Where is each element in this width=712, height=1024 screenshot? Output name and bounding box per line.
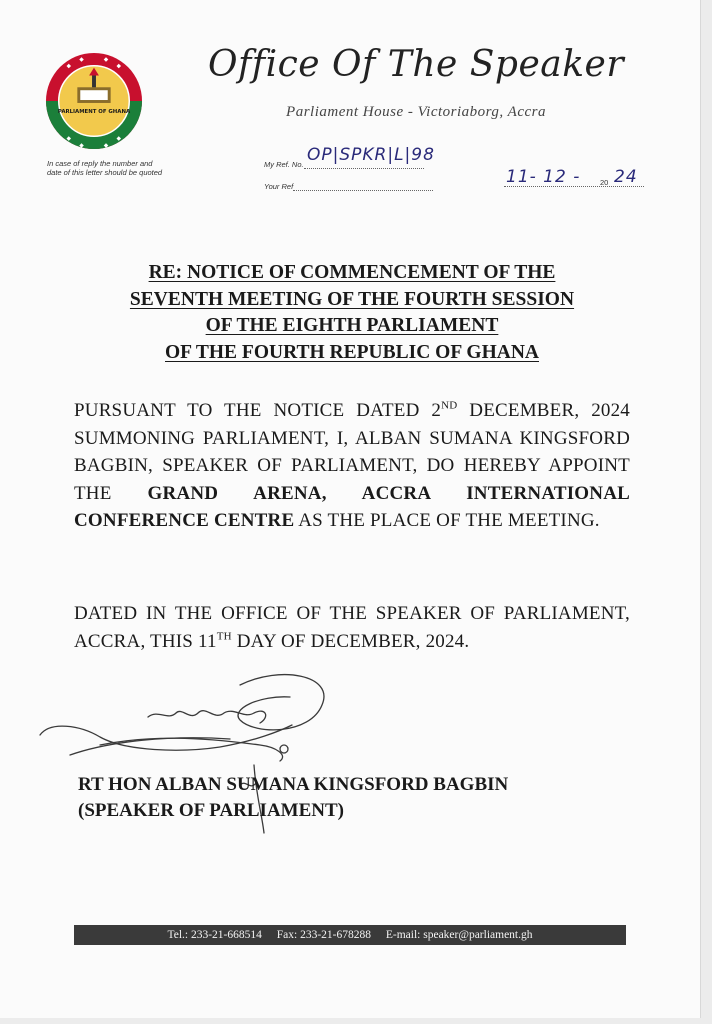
heading-line-1: RE: NOTICE OF COMMENCEMENT OF THE bbox=[148, 262, 556, 283]
my-ref-label: My Ref. No. bbox=[264, 160, 304, 169]
my-ref-value: OP|SPKR|L|98 bbox=[307, 145, 435, 165]
heading-line-3: OF THE EIGHTH PARLIAMENT bbox=[205, 315, 499, 336]
parliament-logo bbox=[45, 52, 143, 150]
footer-tel: Tel.: 233-21-668514 bbox=[167, 929, 262, 941]
signatory-title: (SPEAKER OF PARLIAMENT) bbox=[78, 800, 344, 821]
signatory-name: RT HON ALBAN SUMANA KINGSFORD BAGBIN bbox=[78, 774, 509, 795]
svg-text:◆: ◆ bbox=[116, 63, 122, 70]
svg-text:◆: ◆ bbox=[103, 56, 109, 63]
svg-text:◆: ◆ bbox=[79, 143, 84, 150]
svg-text:◆: ◆ bbox=[79, 56, 84, 63]
footer-fax: Fax: 233-21-678288 bbox=[276, 929, 371, 941]
para1-superscript: ND bbox=[441, 399, 458, 412]
date-dotted-line bbox=[504, 186, 644, 187]
appointment-paragraph bbox=[74, 397, 630, 535]
reply-note: In case of reply the number and date of this letter should be quoted bbox=[47, 159, 163, 177]
svg-text:◆: ◆ bbox=[103, 143, 109, 150]
para1-text-b: DECEMBER, 2024 SUMMONING PARLIAMENT, I, ALBAN SUMANA KINGSFORD BAGBIN, SPEAKER OF PARLIAMENT, DO HEREBY APPOINT THE bbox=[74, 400, 631, 504]
letter-date: 11- 12 - bbox=[506, 167, 581, 187]
svg-text:◆: ◆ bbox=[66, 136, 72, 143]
logo-emblem-text: PARLIAMENT OF GHANA bbox=[57, 108, 131, 115]
heading-line-2: SEVENTH MEETING OF THE FOURTH SESSION bbox=[129, 288, 575, 310]
venue-name: GRAND ARENA, ACCRA INTERNATIONAL CONFERENCE CENTRE bbox=[74, 482, 630, 531]
year-prefix: 20 bbox=[600, 178, 609, 187]
para1-text-c: AS THE PLACE OF THE MEETING. bbox=[294, 510, 600, 531]
office-address: Parliament House - Victoriaborg, Accra bbox=[286, 104, 546, 120]
your-ref-row bbox=[264, 182, 433, 191]
your-ref-label: Your Ref bbox=[264, 182, 294, 191]
para2-text-a: DATED IN THE OFFICE OF THE SPEAKER OF PARLIAMENT, ACCRA, THIS 11 bbox=[74, 603, 630, 652]
signatory-block bbox=[78, 772, 638, 824]
para2-superscript: TH bbox=[216, 630, 232, 643]
contact-footer bbox=[74, 925, 626, 945]
letter-year: 24 bbox=[614, 167, 638, 187]
office-title: Office Of The Speaker bbox=[207, 44, 625, 85]
dated-paragraph bbox=[74, 600, 630, 655]
svg-text:◆: ◆ bbox=[66, 63, 72, 70]
footer-email: E-mail: speaker@parliament.gh bbox=[385, 929, 533, 941]
para2-text-b: DAY OF DECEMBER, 2024. bbox=[231, 630, 470, 652]
svg-text:◆: ◆ bbox=[116, 136, 122, 143]
notice-heading bbox=[80, 260, 624, 366]
para1-text-a: PURSUANT TO THE NOTICE DATED 2 bbox=[74, 400, 442, 421]
heading-line-4: OF THE FOURTH REPUBLIC OF GHANA bbox=[165, 341, 539, 363]
